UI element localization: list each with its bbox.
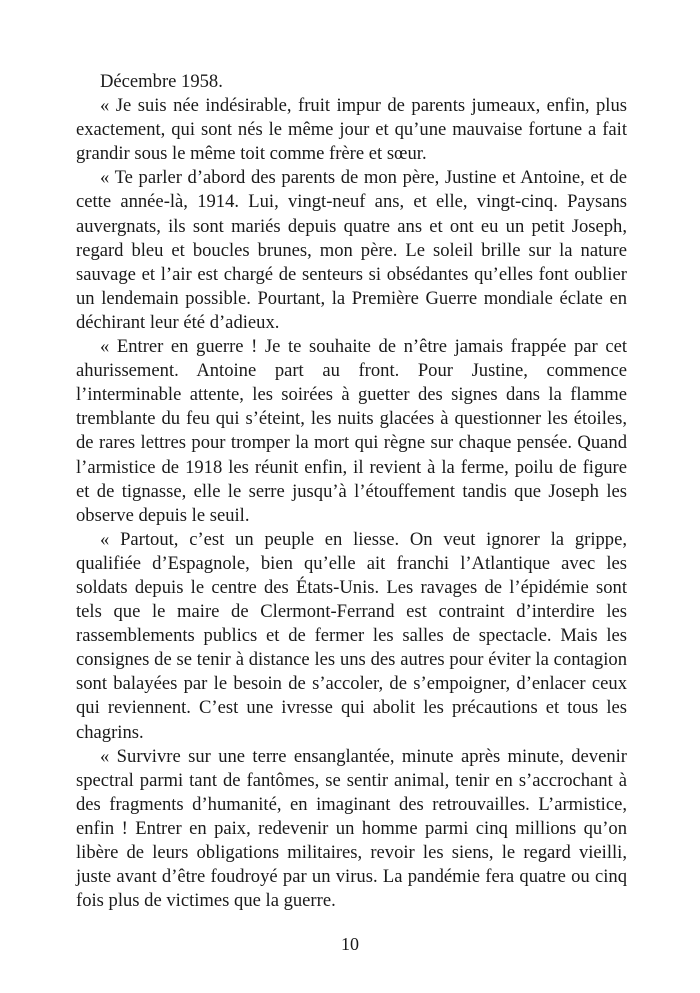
paragraph-5: « Survivre sur une terre ensanglantée, minute après minute, devenir spectral parmi tant de fantômes, se sentir animal, tenir en s’accrochant à des fragments d’humanité, en imaginant des retrouvailles. L’armistice, enfin ! Entrer en paix, redevenir un homme parmi cinq millions qu’on libère de leurs obligations militaires, revoir les siens, le regard vieilli, juste avant d’être foudroyé par un virus. La pandémie fera quatre ou cinq fois plus de victimes que la guerre.	[76, 745, 627, 912]
page-body	[76, 70, 627, 913]
paragraph-4: « Partout, c’est un peuple en liesse. On veut ignorer la grippe, qualifiée d’Espagnole, bien qu’elle ait franchi l’Atlantique avec les soldats depuis le centre des États-Unis. Les ravages de l’épidémie sont tels que le maire de Clermont-Ferrand est contraint d’interdire les rassemblements publics et de fermer les salles de spectacle. Mais les consignes de se tenir à distance les uns des autres pour éviter la contagion sont balayées par le besoin de s’accoler, de s’empoigner, d’enlacer ceux qui reviennent. C’est une ivresse qui abolit les précautions et tous les chagrins.	[76, 528, 627, 743]
paragraph-3: « Entrer en guerre ! Je te souhaite de n’être jamais frappée par cet ahurissement. Antoine part au front. Pour Justine, commence l’interminable attente, les soirées à guetter des signes dans la flamme tremblante du feu qui s’éteint, les nuits glacées à questionner les étoiles, de rares lettres pour tromper la mort qui règne sur chaque pensée. Quand l’armistice de 1918 les réunit enfin, il revient à la ferme, poilu de figure et de tignasse, elle le serre jusqu’à l’étouffement tandis que Joseph les observe depuis le seuil.	[76, 336, 627, 526]
page-number: 10	[341, 934, 359, 954]
date-line: Décembre 1958.	[100, 71, 223, 92]
paragraph-2: « Te parler d’abord des parents de mon père, Justine et Antoine, et de cette année-là, 1914. Lui, vingt-neuf ans, et elle, vingt-cinq. Paysans auvergnats, ils sont mariés depuis quatre ans et ont eu un petit Joseph, regard bleu et boucles brunes, mon père. Le soleil brille sur la nature sauvage et l’air est chargé de senteurs si obsédantes qu’elles font oublier un lendemain possible. Pourtant, la Première Guerre mondiale éclate en déchirant leur été d’adieux.	[76, 167, 627, 333]
paragraph-1: « Je suis née indésirable, fruit impur de parents jumeaux, enfin, plus exactement, qui sont nés le même jour et qu’une mauvaise fortune a fait grandir sous le même toit comme frère et sœur.	[76, 95, 627, 165]
